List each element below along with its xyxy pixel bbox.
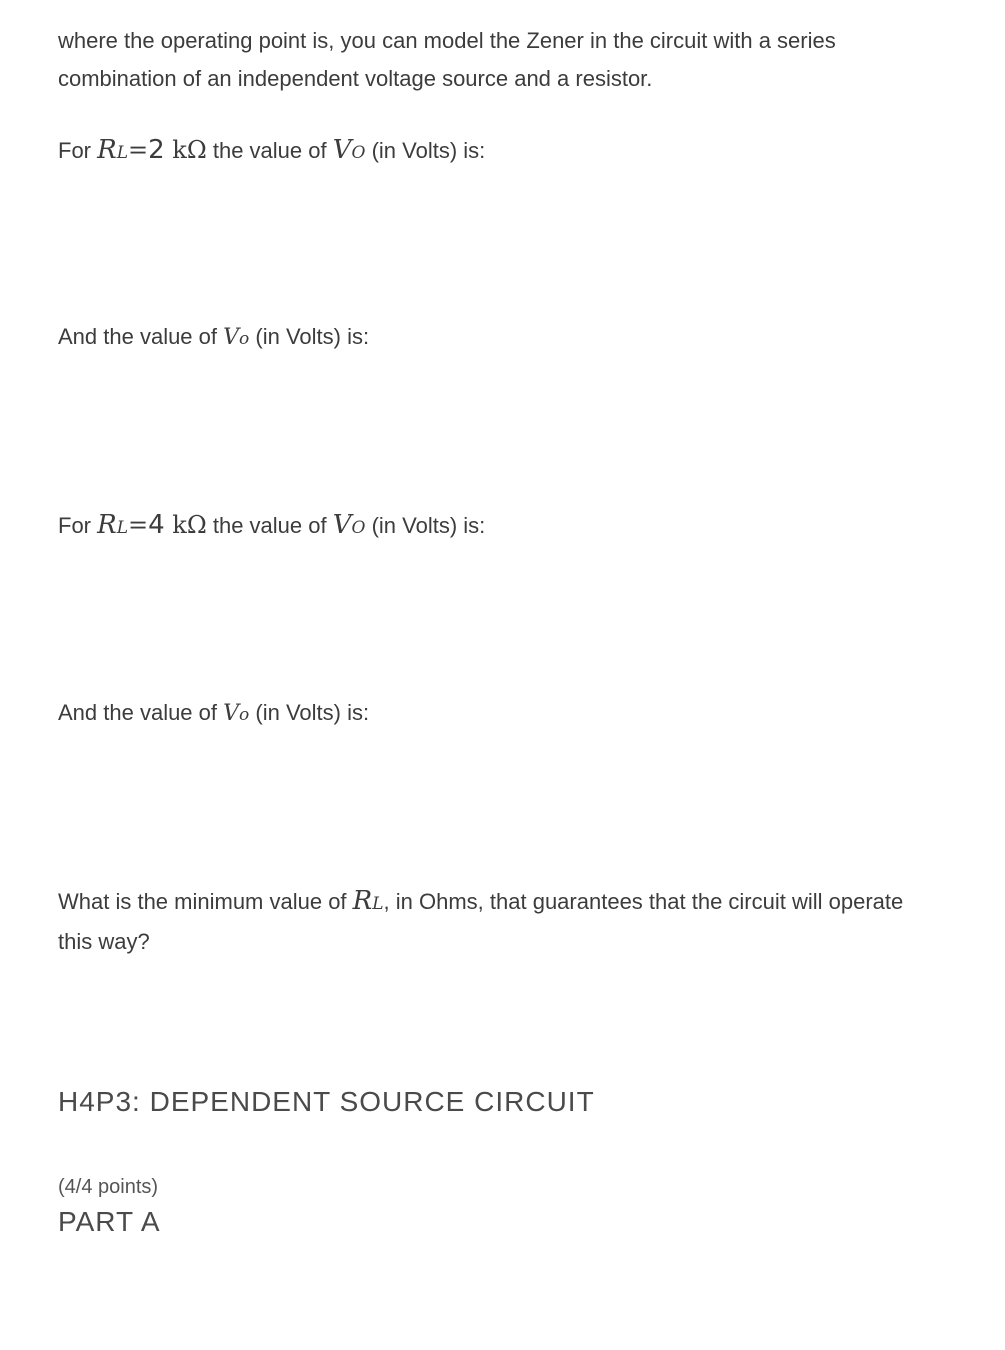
question-mid: the value of [206,513,333,538]
points-score: (4/4 points) [58,1176,159,1198]
vo-letter: V [223,325,240,350]
question-prefix: For [58,513,98,538]
rl-value: 4 [148,510,165,540]
vo-subscript: O [351,143,366,163]
vo-letter: V [223,701,240,726]
vo-symbol-small [223,325,249,350]
rl-letter: R [352,886,373,916]
question-line-2: this way? [58,929,150,954]
intro-line-2: combination of an independent voltage source and a resistor. [58,66,653,91]
question-rl-4k-vo [58,506,983,547]
rl-symbol: R [97,510,117,540]
vo-letter: V [332,510,352,540]
rl-symbol: R [97,135,117,165]
rl-symbol-inline [353,886,384,916]
rl-subscript: L [372,894,384,914]
question-mid: the value of [206,138,333,163]
question-suffix: (in Volts) is: [255,700,370,725]
vo-subscript: O [351,518,366,538]
rl-subscript: L [116,143,128,163]
question-suffix: (in Volts) is: [371,138,486,163]
question-rest: , in Ohms, that guarantees that the circuit will operate [383,889,904,914]
question-rl-2k-vo [58,131,983,172]
equals-sign: = [128,511,149,539]
question-vo-small-2 [58,694,983,734]
vo-letter: V [332,135,352,165]
vo-symbol-small [223,701,249,726]
rl-unit: kΩ [164,136,207,164]
intro-text [58,22,983,98]
question-vo-small-1 [58,318,983,358]
rl-unit: kΩ [164,511,207,539]
vo-symbol [333,135,366,165]
vo-subscript: o [239,329,250,349]
question-suffix: (in Volts) is: [371,513,486,538]
question-prefix: And the value of [58,700,224,725]
rl-equation [97,135,207,165]
rl-subscript: L [116,518,128,538]
equals-sign: = [128,136,149,164]
question-min-rl [58,882,983,961]
question-prefix: For [58,138,98,163]
rl-equation [97,510,207,540]
vo-subscript: o [239,705,250,725]
question-prefix: What is the minimum value of [58,889,353,914]
part-title: PART A [58,1206,161,1237]
question-suffix: (in Volts) is: [255,324,370,349]
vo-symbol [333,510,366,540]
question-prefix: And the value of [58,324,224,349]
section-title: H4P3: DEPENDENT SOURCE CIRCUIT [58,1086,595,1117]
intro-line-1: where the operating point is, you can model the Zener in the circuit with a series [58,28,836,53]
rl-value: 2 [148,135,165,165]
